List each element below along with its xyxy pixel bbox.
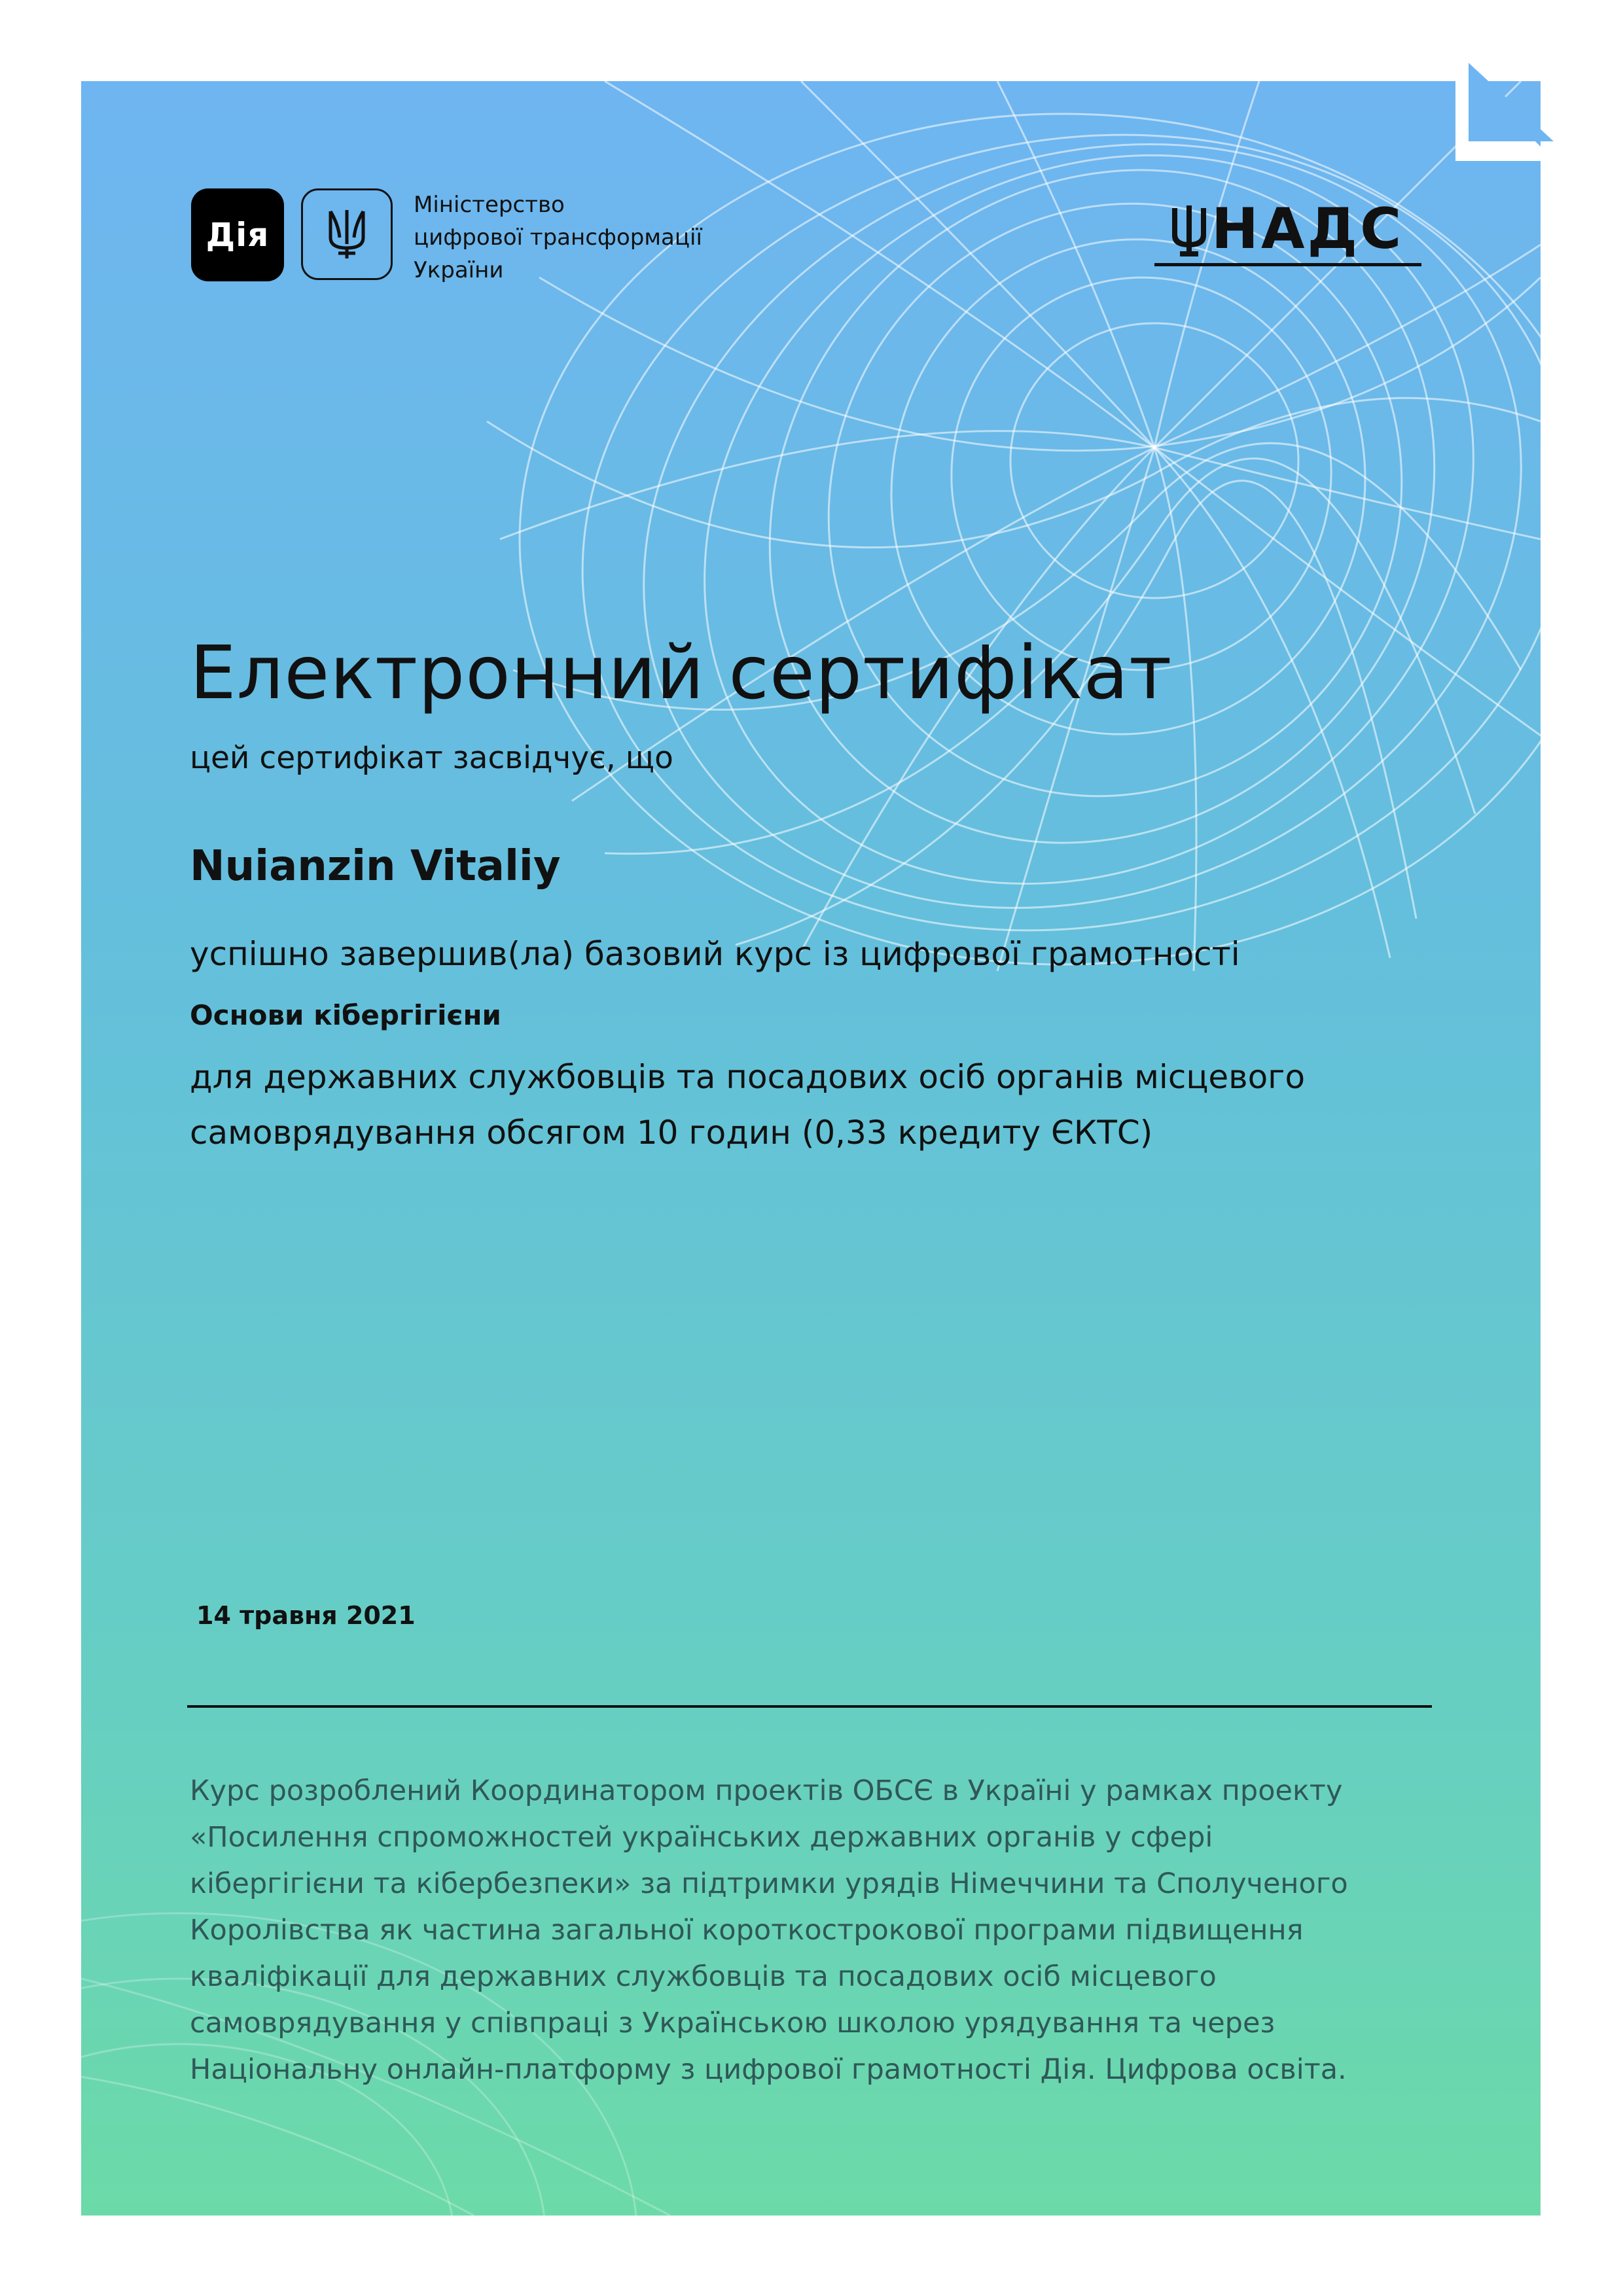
- footer-line-1: Курс розроблений Координатором проектів ОБСЄ в Україні у рамках проекту: [190, 1775, 1343, 1807]
- course-name: Основи кібергігієни: [190, 999, 501, 1031]
- certificate-title: Електронний сертифікат: [190, 631, 1173, 716]
- footer-line-4: Королівства як частина загальної короткострокової програми підвищення: [190, 1914, 1304, 1947]
- footer-description: [190, 1768, 1499, 2093]
- footer-line-2: «Посилення спроможностей українських державних органів у сфері: [190, 1821, 1213, 1854]
- ministry-line-1: Міністерство: [414, 192, 565, 218]
- footer-line-7: Національну онлайн-платформу з цифрової грамотності Дія. Цифрова освіта.: [190, 2053, 1347, 2086]
- audience-line-1: для державних службовців та посадових осіб органів місцевого: [190, 1058, 1306, 1096]
- trident-icon: [324, 205, 370, 264]
- audience-line-2: самоврядування обсягом 10 годин (0,33 кредиту ЄКТС): [190, 1114, 1153, 1152]
- course-audience: [190, 1050, 1466, 1161]
- recipient-name: Nuianzin Vitaliy: [190, 842, 561, 891]
- issue-date: 14 травня 2021: [196, 1601, 416, 1630]
- divider-line: [187, 1705, 1432, 1708]
- trident-logo: [301, 188, 393, 280]
- nads-trident-icon: [1171, 205, 1207, 260]
- footer-line-3: кібергігієни та кібербезпеки» за підтримки урядів Німеччини та Сполученого: [190, 1867, 1348, 1900]
- diia-logo-text: Дія: [205, 216, 270, 254]
- ministry-line-2: цифрової трансформації: [414, 224, 702, 251]
- ministry-name: [414, 188, 819, 287]
- certificate-subtitle: цей сертифікат засвідчує, що: [190, 740, 673, 776]
- page-corner-fold-icon: [1455, 63, 1560, 168]
- footer-line-5: кваліфікації для державних службовців та посадових осіб місцевого: [190, 1960, 1217, 1993]
- certificate-page: [81, 81, 1541, 2216]
- footer-line-6: самоврядування у співпраці з Українською школою урядування та через: [190, 2007, 1275, 2040]
- completion-statement: успішно завершив(ла) базовий курс із цифрової грамотності: [190, 935, 1240, 973]
- diia-logo: [191, 188, 284, 281]
- ministry-line-3: України: [414, 257, 504, 283]
- nads-underline: [1154, 263, 1421, 266]
- nads-logo-text: НАДС: [1211, 196, 1404, 262]
